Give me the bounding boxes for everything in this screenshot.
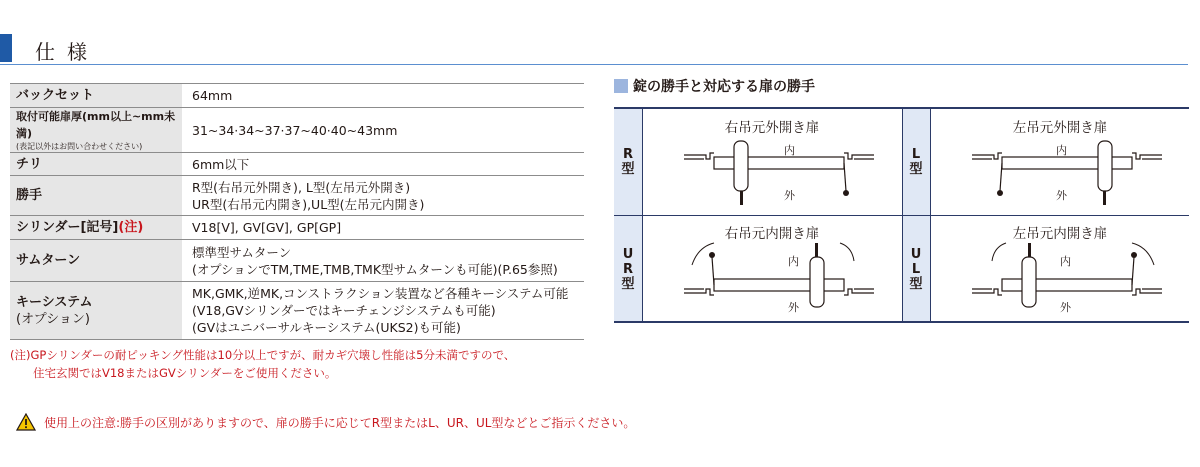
note-marker: (注)	[118, 220, 144, 235]
row-value: MK,GMK,逆MK,コンストラクション装置など各種キーシステム可能 (V18,GVシリンダーではキーチェンジシステムも可能) (GVはユニバーサルキーシステム(UKS2)も可能)	[182, 282, 584, 340]
handing-heading-text: 錠の勝手と対応する扉の勝手	[633, 79, 815, 95]
outside-label: 外	[788, 301, 799, 314]
row-label-line2: (オプション)	[16, 311, 90, 327]
table-row	[10, 282, 584, 340]
caution-text: 使用上の注意:勝手の区別がありますので、扉の勝手に応じてR型またはL、UR、UL型などとご指示ください。	[44, 415, 636, 430]
type-label-r: R 型	[621, 147, 635, 177]
handing-grid	[614, 107, 1189, 323]
table-row	[10, 240, 584, 282]
row-label: 取付可能扉厚(mm以上~mm未満) (表記以外はお問い合わせください)	[10, 108, 182, 153]
cell-title-l: 左吊元外開き扉	[1012, 120, 1108, 136]
type-label-ul: U L 型	[909, 247, 923, 292]
grid-divider	[614, 215, 1189, 216]
page-title: 仕様	[35, 40, 99, 64]
header-divider	[0, 64, 1188, 65]
table-row	[10, 84, 584, 108]
table-row	[10, 108, 584, 153]
door-diagram-ur	[684, 239, 874, 315]
spec-table	[10, 83, 584, 340]
inside-label: 内	[784, 144, 795, 157]
inside-label: 内	[788, 255, 799, 268]
door-diagram-r	[684, 135, 874, 211]
row-label: シリンダー[記号](注)	[10, 216, 182, 240]
row-label: サムターン	[10, 240, 182, 282]
row-value: 31~34·34~37·37~40·40~43mm	[182, 108, 584, 153]
type-label-ur: U R 型	[621, 247, 635, 292]
outside-label: 外	[784, 189, 795, 202]
footnote-line: (注)GPシリンダーの耐ピッキング性能は10分以上ですが、耐カギ穴壊し性能は5分未満ですので、	[10, 348, 516, 362]
table-row	[10, 153, 584, 176]
row-value: 64mm	[182, 84, 584, 108]
row-label-sub: (表記以外はお問い合わせください)	[16, 142, 143, 151]
header-accent-bar	[0, 34, 12, 62]
table-row	[10, 176, 584, 216]
row-label: バックセット	[10, 84, 182, 108]
footnote-line: 住宅玄関ではV18またはGVシリンダーをご使用ください。	[33, 366, 337, 380]
cell-title-r: 右吊元外開き扉	[724, 120, 820, 136]
caution-note	[16, 413, 635, 431]
outside-label: 外	[1056, 189, 1067, 202]
row-label: 勝手	[10, 176, 182, 216]
row-value: V18[V], GV[GV], GP[GP]	[182, 216, 584, 240]
row-value: 6mm以下	[182, 153, 584, 176]
heading-square-icon	[614, 79, 628, 93]
handing-heading	[614, 76, 815, 96]
table-row	[10, 216, 584, 240]
row-label: チリ	[10, 153, 182, 176]
door-diagram-l	[972, 135, 1162, 211]
type-label-l: L 型	[909, 147, 923, 177]
row-label: キーシステム (オプション)	[10, 282, 182, 340]
cell-title-ul: 左吊元内開き扉	[1012, 226, 1108, 242]
inside-label: 内	[1056, 144, 1067, 157]
warning-triangle-icon	[16, 413, 36, 431]
cell-title-ur: 右吊元内開き扉	[724, 226, 820, 242]
row-value: 標準型サムターン (オプションでTM,TME,TMB,TMK型サムターンも可能)(P.65参照)	[182, 240, 584, 282]
footnote	[10, 346, 515, 382]
inside-label: 内	[1060, 255, 1071, 268]
outside-label: 外	[1060, 301, 1071, 314]
row-value: R型(右吊元外開き), L型(左吊元外開き) UR型(右吊元内開き),UL型(左吊元内開き)	[182, 176, 584, 216]
